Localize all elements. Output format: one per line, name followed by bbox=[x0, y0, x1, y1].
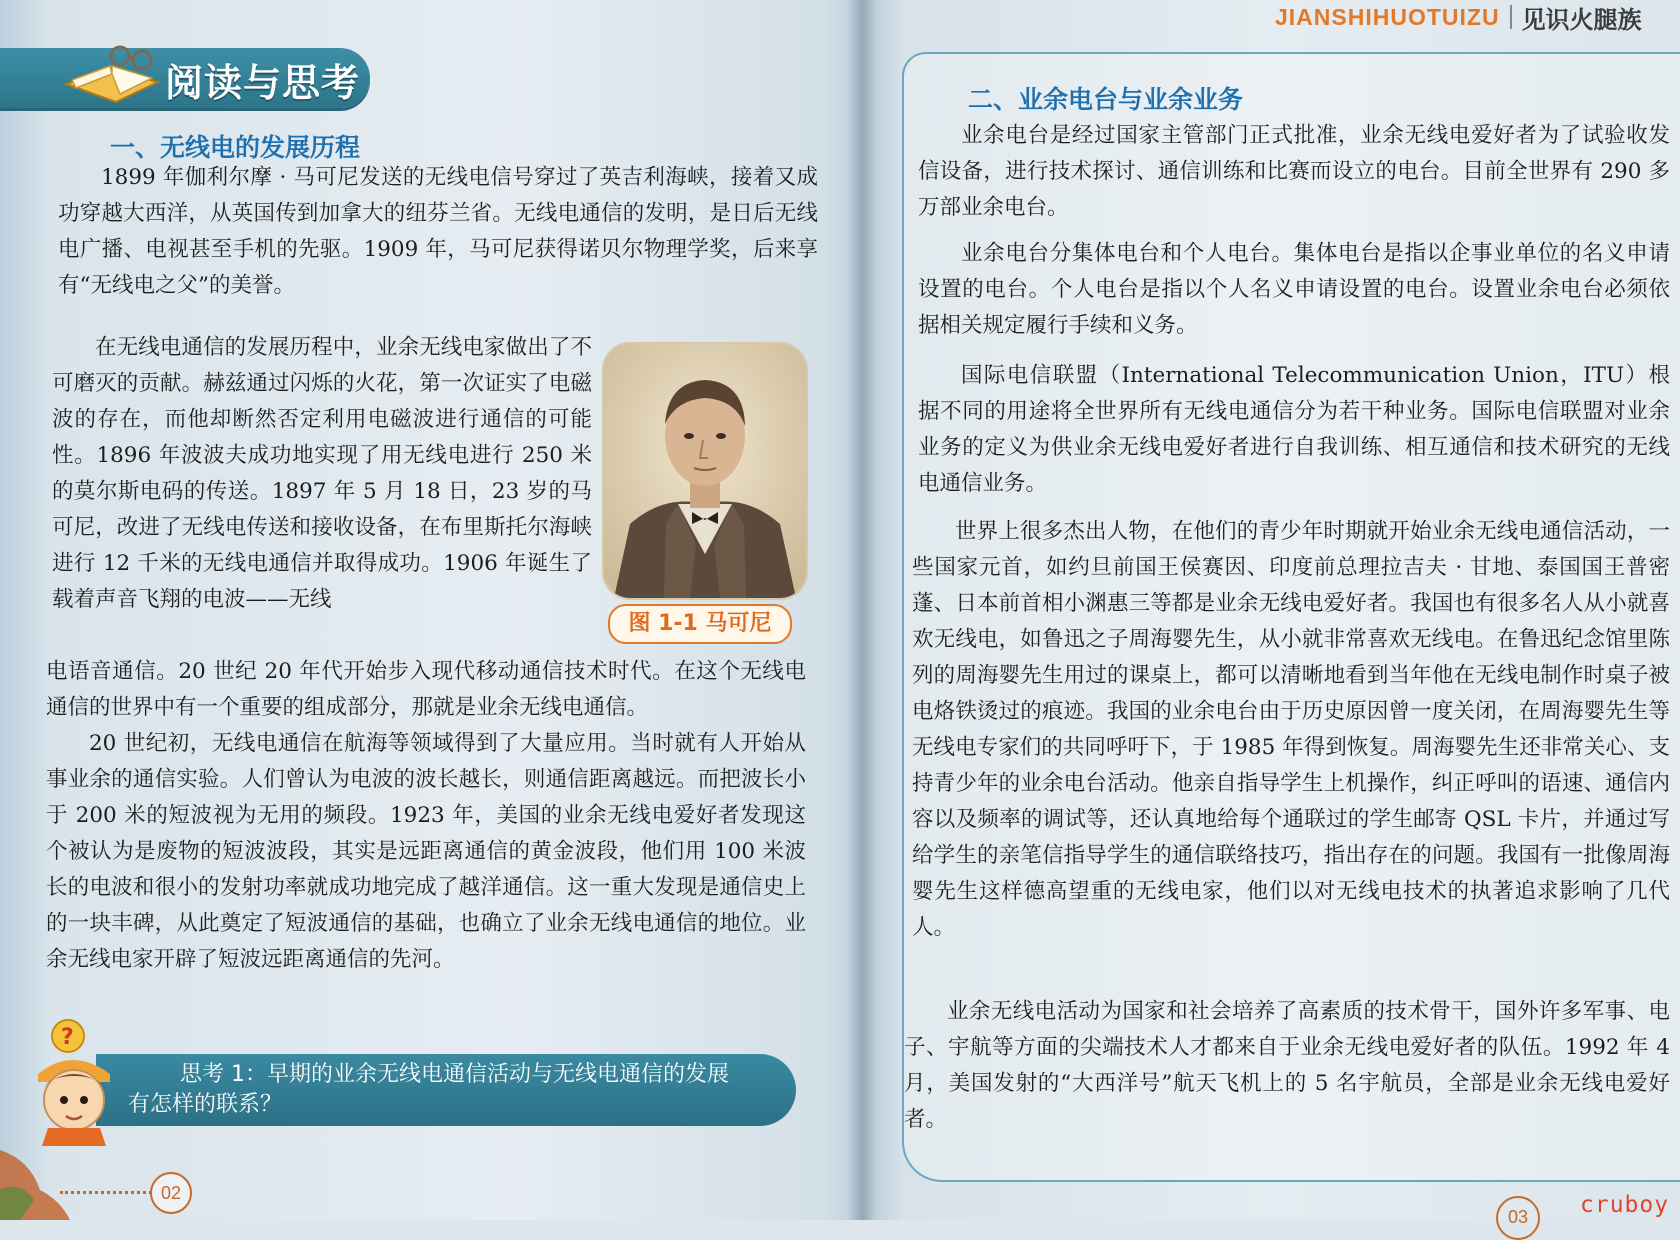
book-spine bbox=[848, 0, 876, 1220]
page-number-dots bbox=[60, 1191, 152, 1194]
think-question-line-1: 思考 1：早期的业余无线电通信活动与无线电通信的发展 bbox=[180, 1062, 729, 1087]
right-paragraph-5: 业余无线电活动为国家和社会培养了高素质的技术骨干，国外许多军事、电子、宇航等方面的尖端技术人才都来自于业余无线电爱好者的队伍。1992 年 4 月，美国发射的“大西洋号”航天飞机上的 5 名宇航员，全部是业余无线电爱好者。 bbox=[904, 999, 1670, 1132]
left-paragraph-2: 在无线电通信的发展历程中，业余无线电家做出了不可磨灭的贡献。赫兹通过闪烁的火花，第一次证实了电磁波的存在，而他却断然否定利用电磁波进行通信的可能性。1896 年波波夫成功地实现了用无线电进行 250 米的莫尔斯电码的传送。1897 年 5 月 18 日，23 岁的马可尼，改进了无线电传送和接收设备，在布里斯托尔海峡进行 12 千米的无线电通信并取得成功。1906 年诞生了载着声音飞翔的电波——无线 bbox=[52, 335, 592, 612]
header-divider bbox=[1510, 5, 1512, 29]
figure-caption: 图 1-1 马可尼 bbox=[608, 604, 792, 644]
page-number-right: 03 bbox=[1496, 1196, 1540, 1240]
thinking-boy-mascot-icon bbox=[24, 1016, 124, 1146]
banner-title: 阅读与思考 bbox=[165, 61, 361, 105]
svg-text:?: ? bbox=[61, 1025, 74, 1050]
left-paragraph-3: 20 世纪初，无线电通信在航海等领域得到了大量应用。当时就有人开始从事业余的通信实验。人们曾认为电波的波长越长，则通信距离越远。而把波长小于 200 米的短波视为无用的频段。1923 年，美国的业余无线电爱好者发现这个被认为是废物的短波波段，其实是远距离通信的黄金波段，他们用 100 米波长的电波和很小的发射功率就成功地完成了越洋通信。这一重大发现是通信史上的一块丰碑，从此奠定了短波通信的基础，也确立了业余无线电通信的地位。业余无线电家开辟了短波远距离通信的先河。 bbox=[46, 731, 806, 972]
right-paragraph-1: 业余电台是经过国家主管部门正式批准，业余无线电爱好者为了试验收发信设备，进行技术探讨、通信训练和比赛而设立的电台。目前全世界有 290 多万部业余电台。 bbox=[918, 123, 1670, 220]
left-paragraph-1: 1899 年伽利尔摩 · 马可尼发送的无线电信号穿过了英吉利海峡，接着又成功穿越大西洋，从英国传到加拿大的纽芬兰省。无线电通信的发明，是日后无线电广播、电视甚至手机的先驱。1909 年，马可尼获得诺贝尔物理学奖，后来享有“无线电之父”的美誉。 bbox=[58, 165, 818, 298]
running-header bbox=[1275, 0, 1642, 34]
marconi-portrait bbox=[604, 344, 806, 598]
think-question-line-2: 有怎样的联系？ bbox=[128, 1092, 283, 1117]
open-book-icon bbox=[58, 40, 166, 110]
corner-decoration-icon bbox=[0, 1130, 70, 1220]
right-paragraph-3: 国际电信联盟（International Telecommunication Union，ITU）根据不同的用途将全世界所有无线电通信分为若干种业务。国际电信联盟对业余业务的定义为供业余无线电爱好者进行自我训练、相互通信和技术研究的无线电通信业务。 bbox=[918, 363, 1670, 496]
page-number-left: 02 bbox=[150, 1172, 192, 1214]
watermark: cruboy bbox=[1580, 1192, 1670, 1218]
left-paragraph-2-continued: 电语音通信。20 世纪 20 年代开始步入现代移动通信技术时代。在这个无线电通信的世界中有一个重要的组成部分，那就是业余无线电通信。 bbox=[46, 659, 806, 720]
right-paragraph-2: 业余电台分集体电台和个人电台。集体电台是指以企事业单位的名义申请设置的电台。个人电台是指以个人名义申请设置的电台。设置业余电台必须依据相关规定履行手续和义务。 bbox=[918, 241, 1670, 338]
right-paragraph-4: 世界上很多杰出人物，在他们的青少年时期就开始业余无线电通信活动，一些国家元首，如约旦前国王侯赛因、印度前总理拉吉夫 · 甘地、泰国国王普密蓬、日本前首相小渊惠三等都是业余无线电爱好者。我国也有很多名人从小就喜欢无线电，如鲁迅之子周海婴先生，从小就非常喜欢无线电。在鲁迅纪念馆里陈列的周海婴先生用过的课桌上，都可以清晰地看到当年他在无线电制作时桌子被电烙铁烫过的痕迹。我国的业余电台由于历史原因曾一度关闭，在周海婴先生等无线电专家们的共同呼吁下，于 1985 年得到恢复。周海婴先生还非常关心、支持青少年的业余电台活动。他亲自指导学生上机操作，纠正呼叫的语速、通信内容以及频率的调试等，还认真地给每个通联过的学生邮寄 QSL 卡片，并通过写给学生的亲笔信指导学生的通信联络技巧，指出存在的问题。我国有一批像周海婴先生这样德高望重的无线电家，他们以对无线电技术的执著追求影响了几代人。 bbox=[912, 519, 1670, 940]
series-title-cn: 见识火腿族 bbox=[1521, 6, 1642, 34]
portrait-image bbox=[604, 344, 806, 598]
series-title-en: JIANSHIHUOTUIZU bbox=[1275, 3, 1500, 30]
think-question-text bbox=[128, 1060, 768, 1120]
section-heading-2: 二、业余电台与业余业务 bbox=[968, 85, 1244, 114]
section-heading-1: 一、无线电的发展历程 bbox=[110, 133, 361, 162]
